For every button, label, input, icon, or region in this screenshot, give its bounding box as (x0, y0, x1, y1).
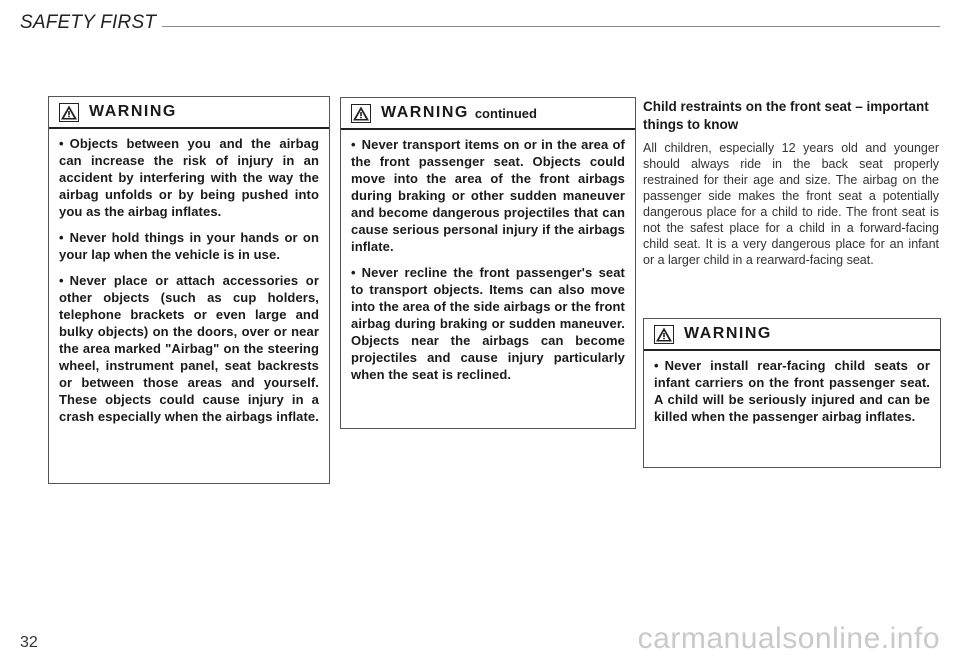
warning-triangle-icon (654, 325, 674, 344)
warning-body (644, 351, 940, 440)
warning-box-1 (48, 96, 330, 484)
paragraph-text: Never place or attach accessories or other objects (such as cup holders, telephone brackets or even large and bulky objects) on the doors, over or near the area marked "Airbag" on the steering wheel, instrument panel, seat backrests or between those areas and yourself. These objects could cause injury in a crash especially when the airbags inflate. (59, 273, 319, 424)
warning-header (49, 97, 329, 129)
warning-title: WARNING (381, 104, 469, 121)
bullet: • (59, 273, 64, 288)
section-title: Child restraints on the front seat – important things to know (643, 99, 929, 132)
warning-header (341, 98, 635, 130)
warning-paragraph (351, 136, 625, 255)
warning-paragraph (654, 357, 930, 425)
page-number: 32 (20, 634, 38, 651)
bullet: • (59, 136, 64, 151)
warning-paragraph (59, 135, 319, 220)
paragraph-text: Never transport items on or in the area of the front passenger seat. Objects could move into the area of the front airbags during braking or other sudden maneuver and become dangerous projectiles that can cause serious personal injury if the airbags inflate. (351, 137, 625, 254)
warning-title: WARNING (89, 103, 177, 120)
paragraph-text: Objects between you and the airbag can increase the risk of injury in an accident by interfering with the way the airbag unfolds or by being pushed into you as the airbag inflates. (59, 136, 319, 219)
page-header (20, 8, 940, 38)
paragraph-text: Never recline the front passenger's seat to transport objects. Items can also move into the area of the side airbags or the front airbag during braking or sudden maneuver. Objects near the airbags can become projectiles and cause injury particularly when the seat is reclined. (351, 265, 625, 382)
warning-triangle-icon (351, 104, 371, 123)
warning-box-3 (643, 318, 941, 468)
warning-paragraph (59, 272, 319, 425)
bullet: • (59, 230, 64, 245)
header-rule (162, 26, 940, 27)
warning-box-2 (340, 97, 636, 429)
warning-paragraph (351, 264, 625, 383)
child-restraints-section (643, 98, 939, 268)
warning-header (644, 319, 940, 351)
warning-body (49, 129, 329, 440)
paragraph-text: Never hold things in your hands or on your lap when the vehicle is in use. (59, 230, 319, 262)
bullet: • (351, 265, 356, 280)
warning-continued-label: continued (474, 105, 537, 121)
warning-body (341, 130, 635, 398)
bullet: • (654, 358, 659, 373)
warning-title: WARNING (684, 325, 772, 342)
warning-triangle-icon (59, 103, 79, 122)
watermark: carmanualsonline.info (637, 622, 940, 655)
paragraph-text: Never install rear-facing child seats or infant carriers on the front passenger seat. A child will be seriously injured and can be killed when the passenger airbag inflates. (654, 358, 930, 424)
warning-paragraph (59, 229, 319, 263)
header-title: SAFETY FIRST (20, 12, 157, 33)
bullet: • (351, 137, 356, 152)
section-body: All children, especially 12 years old and younger should always ride in the back seat properly restrained for their age and size. The airbag on the passenger side makes the front seat a potentially dangerous place for a child to ride. The front seat is not the safest place for a child in a forward-facing child seat. It is a very dangerous place for an infant or a larger child in a rearward-facing seat. (643, 141, 939, 267)
